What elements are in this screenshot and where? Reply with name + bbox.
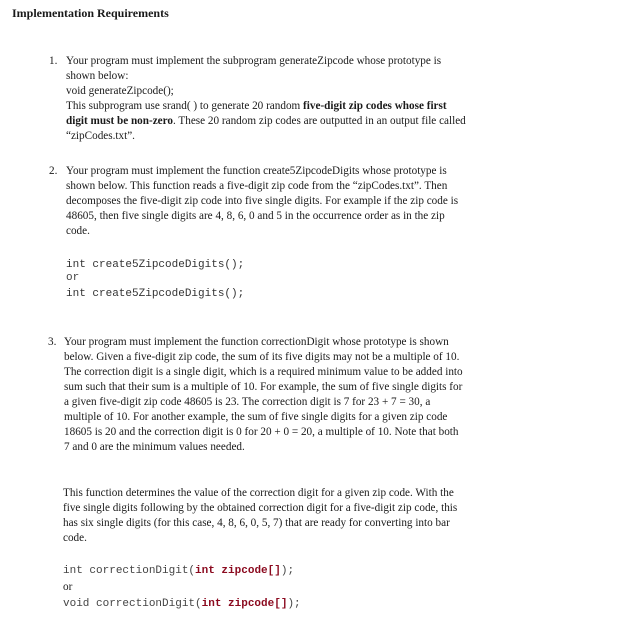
- item-3-line: sum such that their sum is a multiple of 10. For example, the sum of five single digits for: [64, 381, 463, 393]
- item-3-line: multiple of 10. For another example, the sum of five single digits for a given zip code: [64, 411, 448, 423]
- code-token: int: [63, 565, 83, 577]
- item-3-number: 3.: [48, 336, 57, 348]
- code-token: int zipcode[]: [201, 598, 288, 610]
- item-1-line: void generateZipcode();: [66, 85, 174, 97]
- item-3-line: This function determines the value of the correction digit for a given zip code. With the: [63, 487, 454, 499]
- code-token: );: [287, 598, 301, 610]
- item-3-line: 18605 is 20 and the correction digit is 0 for 20 + 0 = 20, a multiple of 10. Note that both: [64, 426, 459, 438]
- item-1-number: 1.: [49, 55, 58, 67]
- code-token: void: [63, 598, 90, 610]
- item-2-text: [66, 164, 458, 239]
- item-2-line: shown below. This function reads a five-digit zip code from the “zipCodes.txt”. Then: [66, 180, 448, 192]
- item-3-line: 7 and 0 are the minimum values needed.: [64, 441, 245, 453]
- item-1-text-run: This subprogram use srand( ) to generate 20 random: [66, 100, 304, 112]
- code-correction-prototype: [63, 564, 294, 579]
- code-token: );: [280, 565, 295, 577]
- item-1-line: “zipCodes.txt”.: [66, 130, 135, 142]
- item-1-bold-run: five-digit zip codes whose first: [303, 100, 447, 112]
- item-2-number: 2.: [49, 165, 58, 177]
- code-token: correctionDigit(: [89, 598, 202, 610]
- code-correction-prototype-alt: [63, 597, 301, 612]
- item-3-line: The correction digit is a single digit, which is a required minimum value to be added into: [64, 366, 463, 378]
- code-token: correctionDigit(: [82, 565, 196, 577]
- item-3-line: has six single digits (for this case, 4, 8, 6, 0, 5, 7) that are ready for converting into bar: [63, 517, 450, 529]
- item-1-line: [66, 99, 466, 114]
- item-1-line: [66, 114, 466, 129]
- code-or-separator: or: [66, 272, 80, 284]
- item-3-line: Your program must implement the function correctionDigit whose prototype is shown: [64, 336, 449, 348]
- item-1-bold-run: digit must be non-zero: [66, 115, 174, 127]
- code-or-separator: or: [63, 581, 73, 593]
- item-2-line: 48605, then five single digits are 4, 8, 6, 0 and 5 in the occurrence order as in the zip: [66, 210, 445, 222]
- item-1-text: [66, 54, 466, 144]
- item-3-line: below. Given a five-digit zip code, the sum of its five digits may not be a multiple of 10.: [64, 351, 460, 363]
- code-token: int zipcode[]: [195, 565, 281, 577]
- item-3-paragraph-1: [64, 335, 463, 455]
- item-1-text-run: . These 20 random zip codes are outputted in an output file called: [173, 115, 466, 127]
- code-create5-prototype-alt: int create5ZipcodeDigits();: [66, 288, 245, 300]
- item-2-line: code.: [66, 225, 90, 237]
- item-3-line: code.: [63, 532, 87, 544]
- item-2-line: decomposes the five-digit zip code into five single digits. For example if the zip code is: [66, 195, 459, 207]
- page-title: Implementation Requirements: [12, 6, 169, 20]
- item-1-line: Your program must implement the subprogram generateZipcode whose prototype is: [66, 55, 442, 67]
- item-2-line: Your program must implement the function create5ZipcodeDigits whose prototype is: [66, 165, 447, 177]
- item-1-line: shown below:: [66, 70, 129, 82]
- item-3-line: a given five-digit zip code 48605 is 23. The correction digit is 7 for 23 + 7 = 30, a: [64, 396, 431, 408]
- item-3-paragraph-2: [63, 486, 457, 546]
- code-create5-prototype: int create5ZipcodeDigits();: [66, 259, 245, 271]
- item-3-line: five single digits following by the obtained correction digit for a five-digit zip code, this: [63, 502, 458, 514]
